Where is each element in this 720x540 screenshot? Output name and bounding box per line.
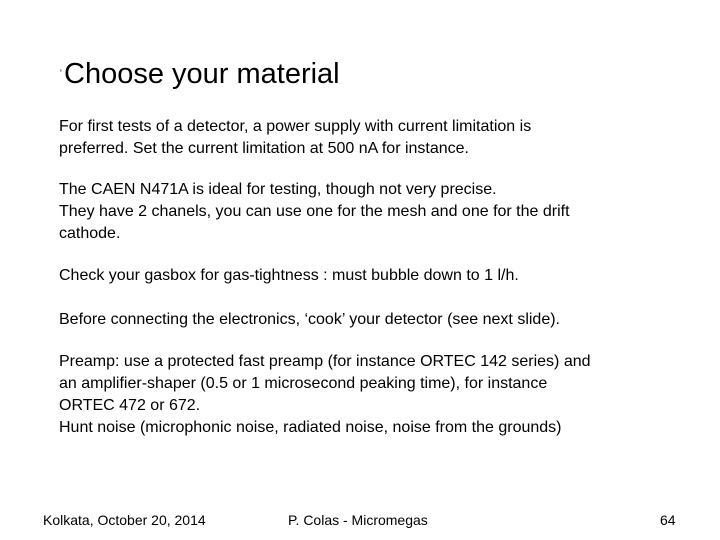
title-bullet-mark: ' (60, 68, 62, 78)
paragraph-gasbox (59, 265, 679, 287)
text-line: Hunt noise (microphonic noise, radiated noise, noise from the grounds) (59, 419, 562, 436)
text-line: an amplifier-shaper (0.5 or 1 microsecond peaking time), for instance (59, 375, 548, 392)
paragraph-cook (59, 309, 679, 331)
paragraph-preamp (59, 351, 679, 439)
footer-author: P. Colas - Micromegas (288, 512, 428, 528)
slide-title: Choose your material (64, 58, 340, 90)
paragraph-caen (59, 179, 679, 245)
footer-page-number: 64 (660, 512, 676, 528)
text-line: Preamp: use a protected fast preamp (for instance ORTEC 142 series) and (59, 353, 591, 370)
text-line: ORTEC 472 or 672. (59, 397, 201, 414)
text-line: Check your gasbox for gas-tightness : must bubble down to 1 l/h. (59, 267, 519, 284)
paragraph-power-supply (59, 116, 679, 160)
text-line: preferred. Set the current limitation at 500 nA for instance. (59, 140, 469, 157)
footer-location-date: Kolkata, October 20, 2014 (43, 512, 206, 528)
text-line: cathode. (59, 225, 121, 242)
text-line: The CAEN N471A is ideal for testing, though not very precise. (59, 181, 497, 198)
text-line: Before connecting the electronics, ‘cook’ your detector (see next slide). (59, 311, 560, 328)
text-line: They have 2 chanels, you can use one for the mesh and one for the drift (59, 203, 570, 220)
text-line: For first tests of a detector, a power supply with current limitation is (59, 118, 532, 135)
